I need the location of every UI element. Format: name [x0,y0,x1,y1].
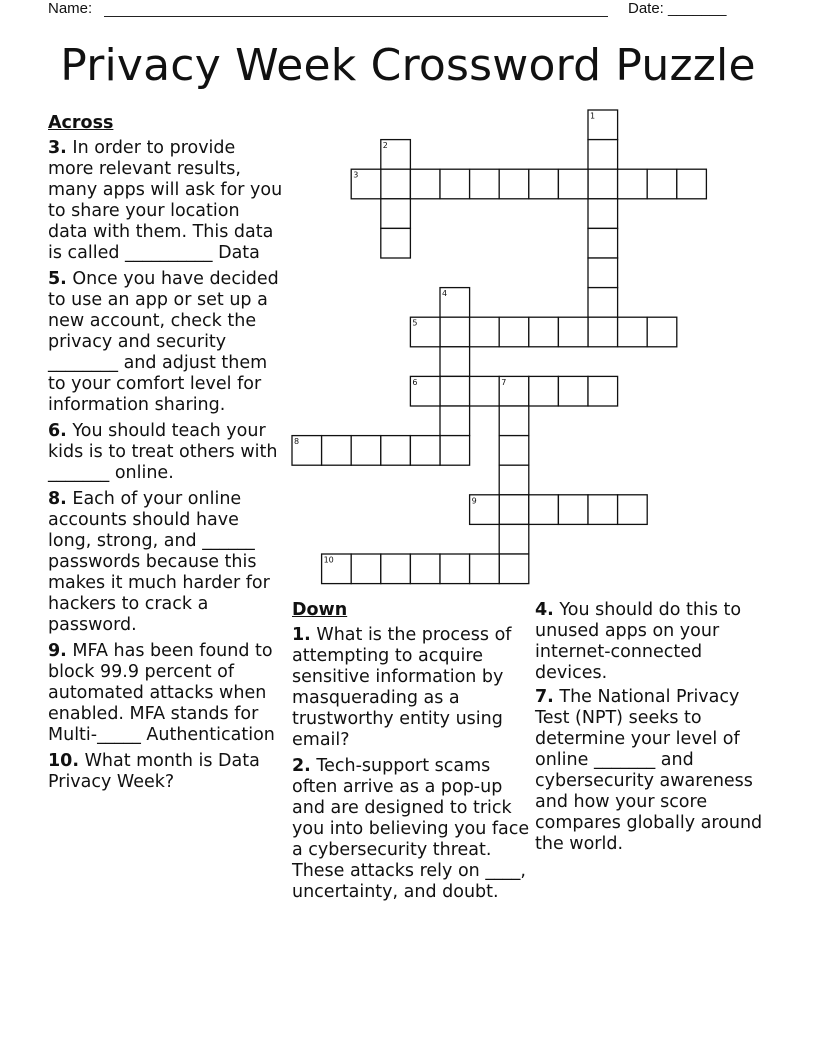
crossword-cell[interactable] [470,376,500,406]
cell-number-label: 1 [590,111,596,121]
clue-number: 1. [292,625,311,645]
clue-text: What is the process of attempting to acquire sensitive information by masquerading as a trustworthy entity using email? [292,625,512,750]
crossword-cell[interactable] [588,288,618,318]
clue-number: 10. [48,751,80,771]
crossword-cell[interactable] [499,524,529,554]
crossword-cell[interactable] [618,169,648,199]
crossword-cell[interactable] [410,436,440,466]
cell-number-label: 9 [471,496,477,506]
crossword-cell[interactable] [440,406,470,436]
crossword-cell[interactable] [588,495,618,525]
crossword-cell[interactable] [440,347,470,377]
cell-number-label: 4 [442,289,448,299]
clue-text: Tech-support scams often arrive as a pop-up and are designed to trick you into believing you face a cybersecurity threat. These attacks rely on ____, uncertainty, and doubt. [292,756,530,902]
crossword-cell[interactable] [322,436,352,466]
crossword-cell[interactable] [499,436,529,466]
crossword-cell[interactable] [499,495,529,525]
crossword-cell[interactable] [351,436,381,466]
page-title: Privacy Week Crossword Puzzle [60,40,756,91]
clue-number: 5. [48,269,67,289]
crossword-cell[interactable] [381,554,411,584]
crossword-cell[interactable] [558,376,588,406]
clue-text: What month is Data Privacy Week? [48,751,260,792]
crossword-cell[interactable] [588,228,618,258]
crossword-cell[interactable] [351,554,381,584]
crossword-cell[interactable] [440,376,470,406]
crossword-cell[interactable] [499,317,529,347]
clue-number: 4. [535,600,554,620]
crossword-cell[interactable] [529,169,559,199]
crossword-cell[interactable] [618,317,648,347]
crossword-cell[interactable] [440,554,470,584]
clue-text: Once you have decided to use an app or set up a new account, check the privacy and security ________ and adjust them to your comfort level for information sharing. [48,269,279,415]
crossword-cell[interactable] [499,554,529,584]
crossword-cell[interactable] [588,140,618,170]
across-heading: Across [48,113,114,133]
crossword-cell[interactable] [499,406,529,436]
clue-text: You should do this to unused apps on your internet-connected devices. [535,600,742,683]
cell-number-label: 8 [294,437,300,447]
date-label: Date: _______ [628,0,727,17]
clue-text: You should teach your kids is to treat others with _______ online. [48,421,278,483]
crossword-cell[interactable] [499,465,529,495]
crossword-cell[interactable] [440,169,470,199]
clue-text: The National Privacy Test (NPT) seeks to determine your level of online _______ and cybersecurity awareness and how your score compares globally around the world. [535,687,763,854]
crossword-cell[interactable] [588,376,618,406]
crossword-cell[interactable] [588,258,618,288]
crossword-cell[interactable] [529,495,559,525]
crossword-cell[interactable] [440,436,470,466]
cell-number-label: 6 [412,377,418,387]
clue-number: 7. [535,687,554,707]
clue-number: 3. [48,138,67,158]
cell-number-label: 10 [323,555,334,565]
crossword-cell[interactable] [381,169,411,199]
crossword-cell[interactable] [470,169,500,199]
clue-number: 6. [48,421,67,441]
crossword-cell[interactable] [410,554,440,584]
clue-number: 8. [48,489,67,509]
crossword-cell[interactable] [440,317,470,347]
crossword-cell[interactable] [588,317,618,347]
crossword-cell[interactable] [381,436,411,466]
name-label: Name: [48,0,93,17]
crossword-cell[interactable] [618,495,648,525]
crossword-cell[interactable] [558,317,588,347]
crossword-cell[interactable] [499,169,529,199]
cell-number-label: 2 [382,141,388,151]
clue-text: Each of your online accounts should have long, strong, and ______ passwords because this makes it much harder for hackers to crack a password. [48,489,270,635]
crossword-cell[interactable] [381,199,411,229]
crossword-cell[interactable] [558,169,588,199]
crossword-cell[interactable] [558,495,588,525]
crossword-cell[interactable] [647,169,677,199]
down-heading: Down [292,600,348,620]
cell-number-label: 3 [353,170,359,180]
cell-number-label: 7 [501,377,507,387]
crossword-cell[interactable] [677,169,707,199]
crossword-cell[interactable] [588,199,618,229]
crossword-cell[interactable] [381,228,411,258]
clue-number: 2. [292,756,311,776]
crossword-cell[interactable] [529,376,559,406]
crossword-cell[interactable] [647,317,677,347]
crossword-cell[interactable] [470,554,500,584]
cell-number-label: 5 [412,318,418,328]
crossword-cell[interactable] [529,317,559,347]
crossword-cell[interactable] [470,317,500,347]
clue-text: MFA has been found to block 99.9 percent of automated attacks when enabled. MFA stands for Multi-_____ Authentication [48,641,275,745]
crossword-cell[interactable] [588,169,618,199]
crossword-cell[interactable] [410,169,440,199]
clue-number: 9. [48,641,67,661]
clue-text: In order to provide more relevant results, many apps will ask for you to share your location data with them. This data is called __________ Data [48,138,283,263]
